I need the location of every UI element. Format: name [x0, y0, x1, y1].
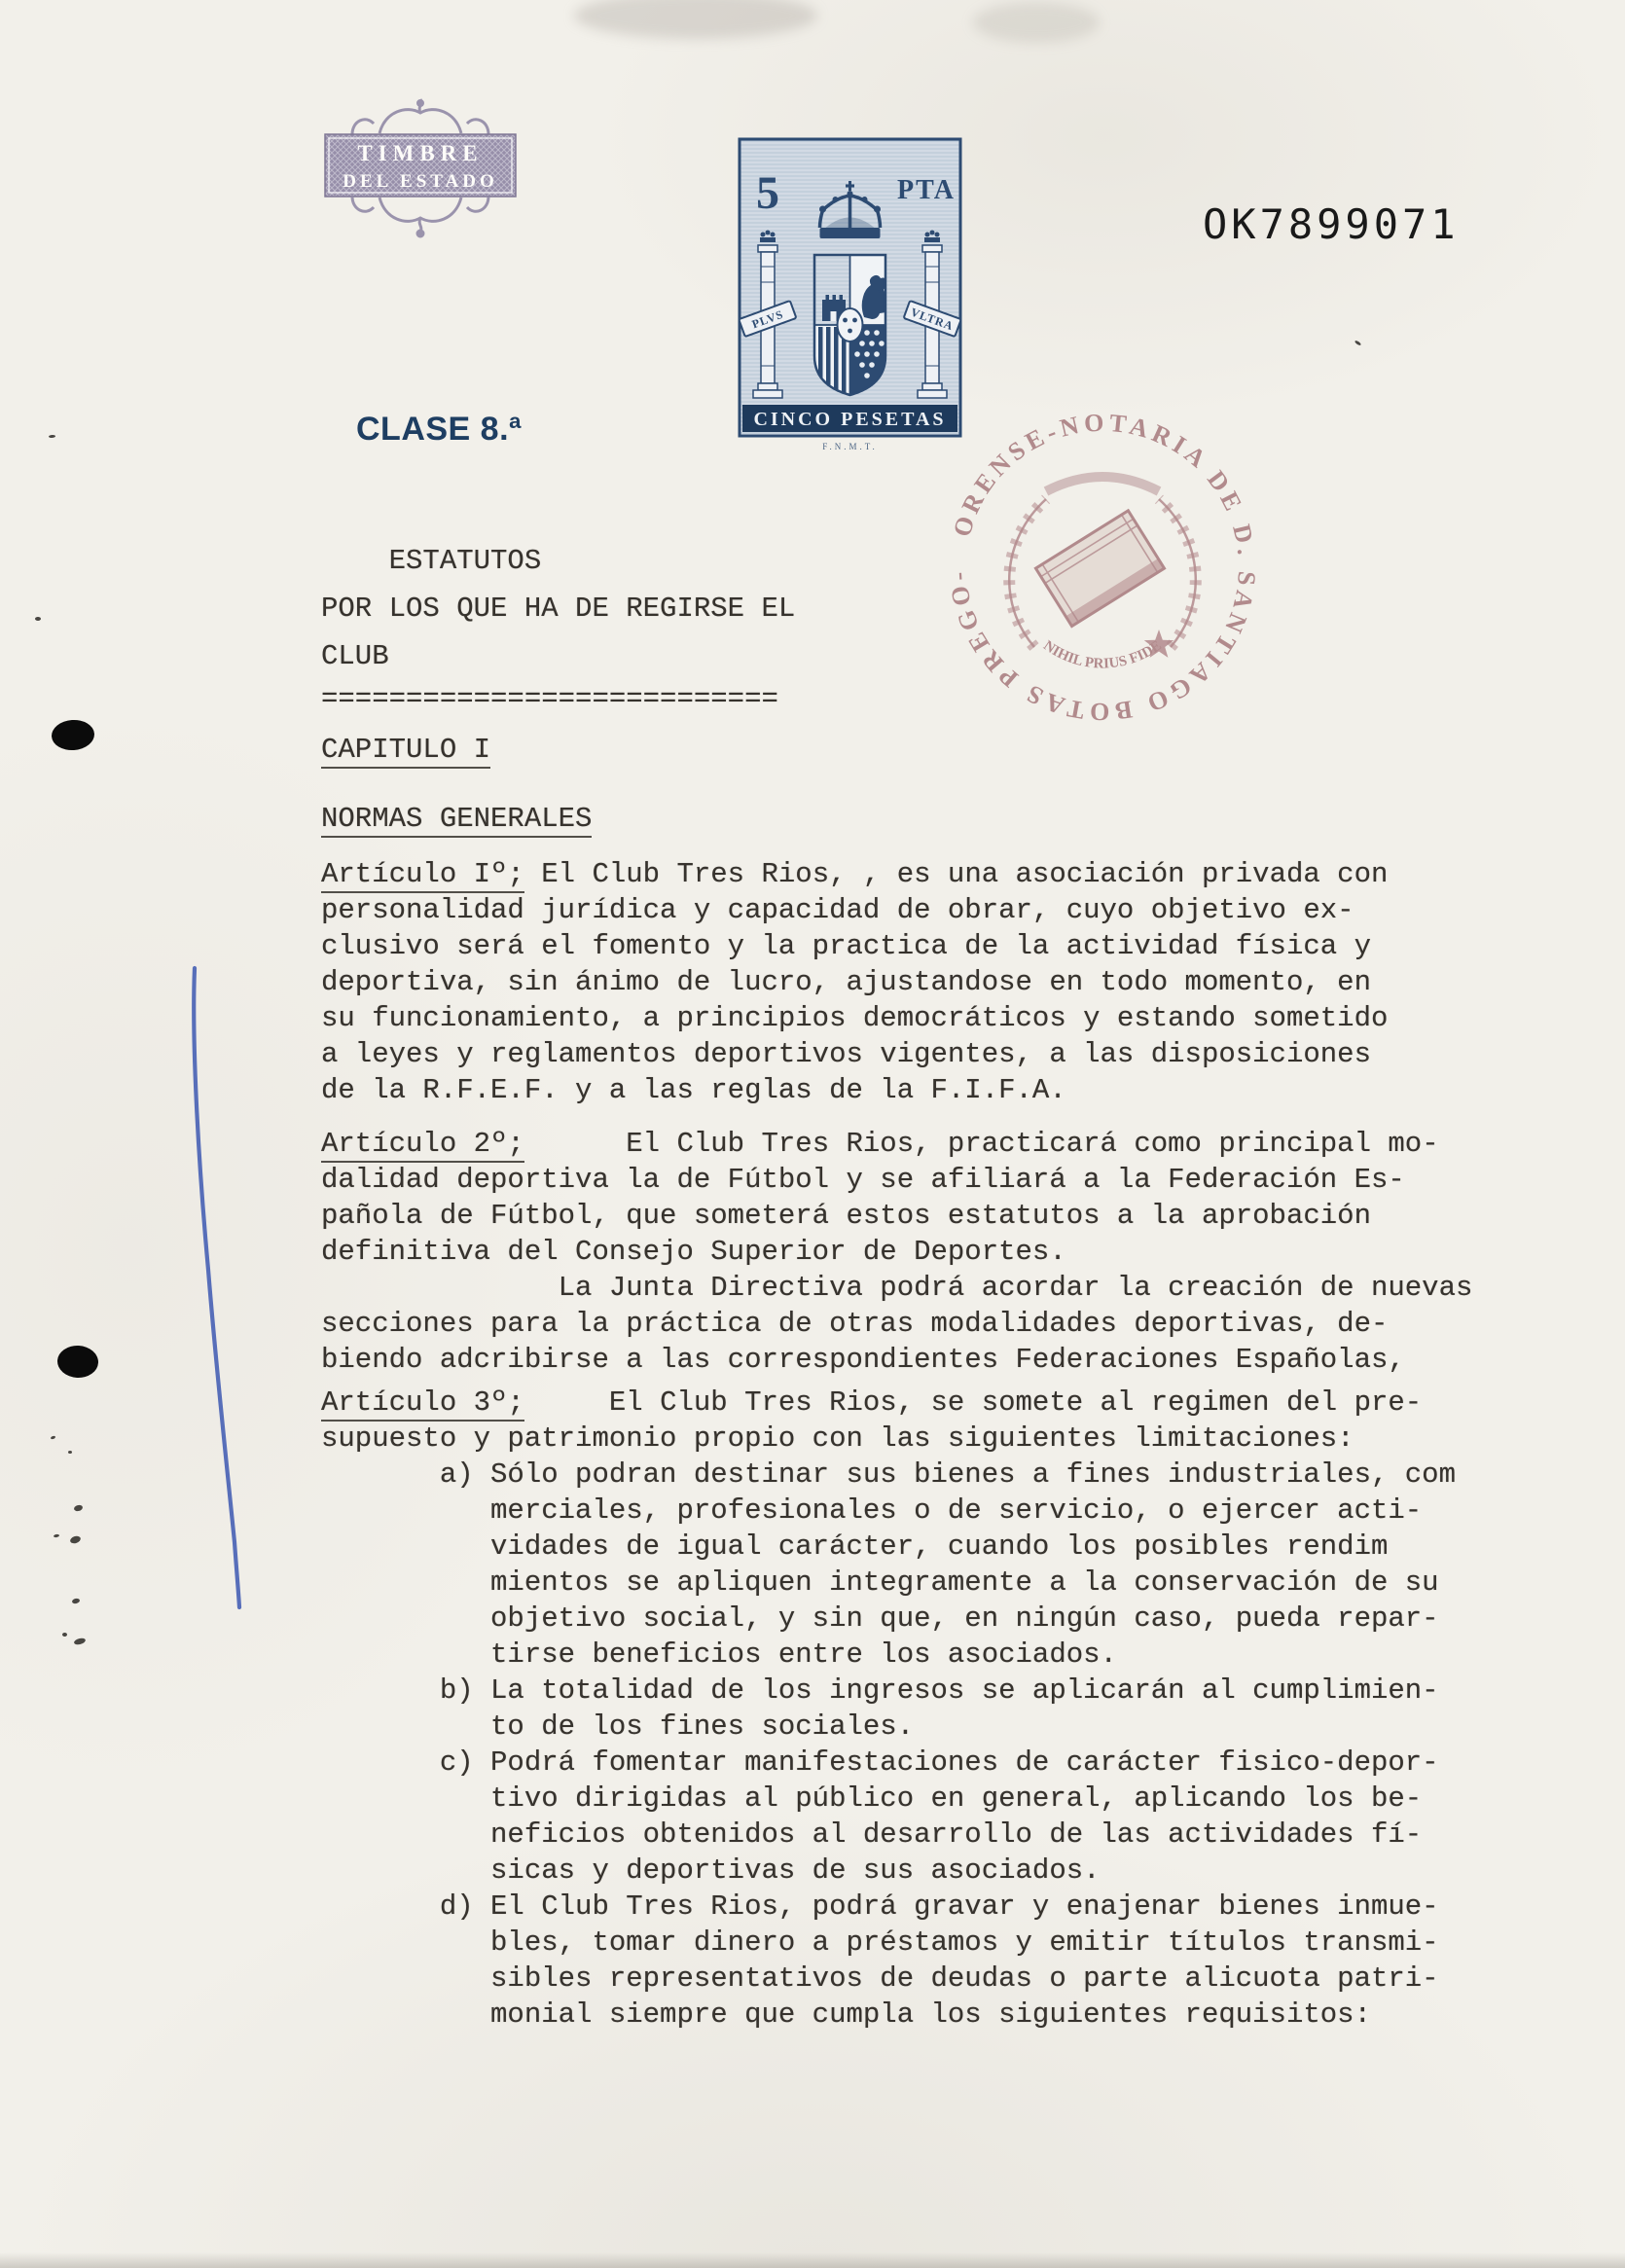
typed-line: definitiva del Consejo Superior de Deportes.	[321, 1236, 1066, 1268]
typed-line: c) Podrá fomentar manifestaciones de carácter fisico-depor-	[321, 1746, 1439, 1779]
typed-line: b) La totalidad de los ingresos se aplicarán al cumplimien-	[321, 1674, 1439, 1707]
article-2	[321, 1126, 1472, 1378]
typed-line: neficios obtenidos al desarrollo de las actividades fí-	[321, 1818, 1423, 1851]
typed-line: vidades de igual carácter, cuando los posibles rendim	[321, 1530, 1389, 1563]
typed-line: deportiva, sin ánimo de lucro, ajustandose en todo momento, en	[321, 966, 1371, 998]
notary-round-stamp	[937, 402, 1268, 733]
typed-line: La Junta Directiva podrá acordar la creación de nuevas	[321, 1272, 1473, 1304]
clase-label: CLASE 8.ª	[356, 411, 523, 448]
typed-line: tirse beneficios entre los asociados.	[321, 1638, 1117, 1671]
notary-ring-text: ORENSE-NOTARIA DE D. SANTIAGO BOTAS PREGO-	[944, 408, 1262, 727]
blue-pen-mark	[180, 958, 253, 1630]
hole-punch-dot	[56, 1345, 99, 1379]
typed-line: sicas y deportivas de sus asociados.	[321, 1854, 1101, 1887]
section-heading: NORMAS GENERALES	[321, 801, 592, 837]
page-edge-shadow	[0, 2252, 1625, 2268]
typed-line: mientos se apliquen integramente a la conservación de su	[321, 1566, 1439, 1599]
stamp-value: 5	[756, 167, 779, 219]
article-3	[321, 1385, 1456, 2033]
typed-line: monial siempre que cumpla los siguientes requisitos:	[321, 1998, 1371, 2031]
typed-line: bles, tomar dinero a préstamos y emitir títulos transmi-	[321, 1926, 1439, 1959]
paper-speck	[73, 1638, 86, 1646]
typed-line: a leyes y reglamentos deportivos vigentes, a las disposiciones	[321, 1038, 1371, 1070]
timbre-del-estado-stamp	[323, 97, 518, 238]
paper-speck	[54, 1534, 59, 1538]
typed-line: pañola de Fútbol, que someterá estos estatutos a la aprobación	[321, 1200, 1371, 1232]
typed-line: supuesto y patrimonio propio con las siguientes limitaciones:	[321, 1422, 1354, 1455]
typed-line: to de los fines sociales.	[321, 1710, 915, 1743]
paper-speck	[72, 1598, 81, 1604]
typed-line: a) Sólo podran destinar sus bienes a fines industriales, com	[321, 1458, 1456, 1491]
paper-speck	[73, 1504, 83, 1512]
typed-line: dalidad deportiva la de Fútbol y se afiliará a la Federación Es-	[321, 1164, 1405, 1196]
paper-speck	[1354, 340, 1361, 345]
paper-speck	[51, 1435, 56, 1440]
paper-speck	[35, 617, 41, 621]
article-heading: Artículo Iº;	[321, 858, 524, 893]
typed-line: objetivo social, y sin que, en ningún caso, pueda repar-	[321, 1602, 1439, 1635]
mint-text: F.N.M.T.	[822, 442, 878, 451]
notary-motto: NIHIL PRIUS FIDE	[1040, 637, 1165, 672]
typed-line: Artículo 2º; El Club Tres Rios, practicará como principal mo-	[321, 1126, 1472, 1162]
timbre-line1: TIMBRE	[357, 141, 484, 165]
typed-line: personalidad jurídica y capacidad de obrar, cuyo objetivo ex-	[321, 894, 1354, 926]
typed-line: sibles representativos de deudas o parte alicuota patri-	[321, 1962, 1439, 1995]
typed-line: d) El Club Tres Rios, podrá gravar y enajenar bienes inmue-	[321, 1890, 1439, 1923]
typed-line: secciones para la práctica de otras modalidades deportivas, de-	[321, 1308, 1389, 1340]
paper-smudge	[574, 0, 817, 39]
separator-line: ===========================	[321, 683, 778, 715]
typed-line: Artículo Iº; El Club Tres Rios, , es una asociación privada con	[321, 856, 1388, 892]
typed-line: POR LOS QUE HA DE REGIRSE EL	[321, 593, 796, 625]
svg-text:VLTRA: VLTRA	[909, 305, 956, 334]
typed-line: CLUB	[321, 640, 389, 672]
stamp-currency: PTA	[897, 175, 956, 205]
hole-punch-dot	[51, 719, 95, 752]
timbre-flourish-bottom	[352, 197, 488, 236]
chapter-heading: CAPITULO I	[321, 732, 490, 768]
typed-line: ESTATUTOS	[321, 545, 542, 577]
typed-line: tivo dirigidas al público en general, aplicando los be-	[321, 1782, 1423, 1815]
title-block	[321, 537, 795, 680]
paper-speck	[62, 1633, 67, 1637]
paper-speck	[49, 435, 55, 439]
typed-line: Artículo 3º; El Club Tres Rios, se somete al regimen del pre-	[321, 1385, 1456, 1421]
typed-line: de la R.F.E.F. y a las reglas de la F.I.F.A.	[321, 1074, 1066, 1106]
serial-number: OK7899071	[1203, 200, 1460, 248]
typed-line: clusivo será el fomento y la practica de la actividad física y	[321, 930, 1371, 962]
svg-text:PLVS: PLVS	[749, 306, 786, 332]
paper-speck	[69, 1534, 82, 1544]
paper-speck	[68, 1451, 72, 1454]
notary-emblem	[1009, 477, 1196, 672]
denomination-text: CINCO PESETAS	[753, 409, 947, 430]
article-heading: Artículo 2º;	[321, 1128, 524, 1163]
typed-line: su funcionamiento, a principios democráticos y estando sometido	[321, 1002, 1389, 1034]
typed-line: merciales, profesionales o de servicio, o ejercer acti-	[321, 1494, 1423, 1527]
article-heading: Artículo 3º;	[321, 1386, 524, 1422]
paper-smudge	[973, 2, 1100, 43]
timbre-flourish-top	[352, 99, 488, 134]
fiscal-stamp-5pta	[737, 136, 963, 457]
article-1	[321, 856, 1388, 1108]
timbre-line2: DEL ESTADO	[343, 171, 498, 192]
typed-line: biendo adcribirse a las correspondientes Federaciones Españolas,	[321, 1344, 1405, 1376]
book-icon	[1035, 511, 1164, 627]
